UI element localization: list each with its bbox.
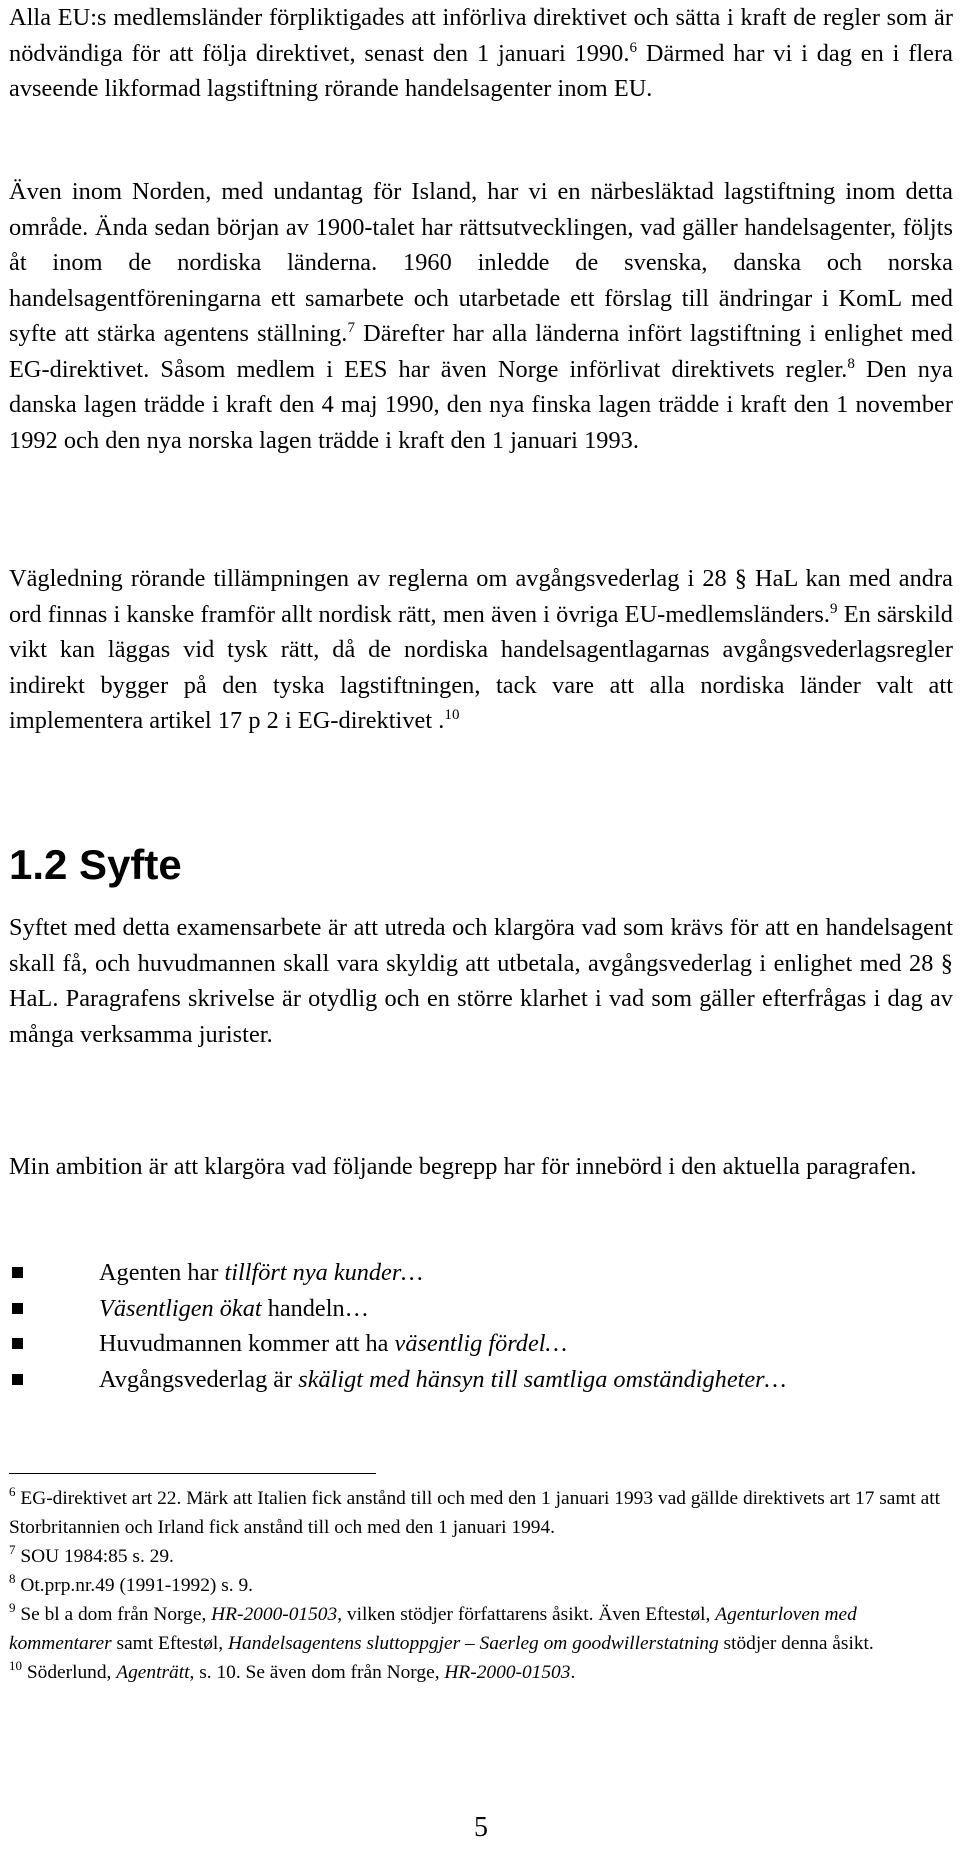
footnote-number: 6: [9, 1484, 16, 1499]
footnote-10: [9, 1658, 953, 1687]
footnote-number: 7: [9, 1542, 16, 1557]
footnote-6: [9, 1484, 953, 1542]
square-bullet-icon: [12, 1267, 23, 1278]
footnote-book-title: Handelsagentens sluttoppgjer – Saerleg om goodwillerstatning: [228, 1633, 719, 1654]
paragraph-purpose: Syftet med detta examensarbete är att utreda och klargöra vad som krävs för att en handelsagent skall få, och huvudmannen skall vara skyldig att utbetala, avgångsvederlag i enlighet med 28 § HaL. Paragrafens skrivelse är otydlig och en större klarhet i vad som gäller efterfrågas i dag av många verksamma jurister.: [9, 914, 953, 1048]
paragraph-text: Vägledning rörande tillämpningen av reglerna om avgångsvederlag i 28 § HaL kan med andra ord finnas i kanske framför allt nordisk rätt, men även i övriga EU-medlemsländers.: [9, 565, 953, 628]
footnote-book-title: Agenträtt: [116, 1662, 190, 1683]
paragraph-guidance: [9, 561, 953, 739]
footnote-ref-6[interactable]: 6: [629, 39, 638, 56]
page-number: 5: [474, 1812, 488, 1843]
footnote-ref-10[interactable]: 10: [444, 707, 460, 723]
list-item-italic: Väsentligen ökat: [99, 1294, 262, 1322]
list-item: [9, 1362, 953, 1398]
paragraph-text: Därefter har alla länderna infört lagstiftning i enlighet med EG-direktivet. Såsom medlem i EES har även Norge införlivat direktivets regler.: [9, 320, 954, 383]
footnote-7: [9, 1542, 953, 1571]
paragraph-nordic: [9, 174, 953, 458]
list-item: [9, 1326, 953, 1362]
footnote-text: , vilken stödjer författarens åsikt. Även Eftestøl,: [337, 1604, 716, 1625]
footnote-case-ref: HR-2000-01503: [211, 1604, 338, 1625]
footnote-ref-9[interactable]: 9: [830, 600, 838, 617]
footnote-text: stödjer denna åsikt.: [718, 1633, 874, 1654]
footnote-case-ref: HR-2000-01503: [444, 1662, 571, 1683]
section-heading: 1.2 Syfte: [9, 841, 182, 888]
paragraph-text: Även inom Norden, med undantag för Island, har vi en närbesläktad lagstiftning inom detta område. Ända sedan början av 1900-talet har rättsutvecklingen, vad gäller handelsagenter, följts åt inom de nordiska länderna. 1960 inledde de svenska, danska och norska handelsagentföreningarna ett samarbete och utarbetade ett förslag till ändringar i KomL med syfte att stärka agentens ställning.: [9, 178, 953, 347]
list-item: [9, 1291, 953, 1327]
footnote-ref-7[interactable]: 7: [347, 320, 355, 336]
footnote-number: 9: [9, 1600, 16, 1615]
footnote-text: , s. 10. Se även dom från Norge,: [189, 1662, 445, 1683]
list-item-italic: tillfört nya kunder…: [224, 1259, 423, 1286]
footnote-text: Ot.prp.nr.49 (1991-1992) s. 9.: [15, 1575, 254, 1596]
footnote-9: [9, 1600, 953, 1658]
paragraph-eu-directive: [9, 0, 953, 107]
list-item-text: Avgångsvederlag är: [99, 1365, 299, 1393]
footnote-text: EG-direktivet art 22. Märk att Italien fick anstånd till och med den 1 januari 1993 vad gällde direktivets art 17 samt att Storbritannien och Irland fick anstånd till och med den 1 januari 1994.: [9, 1488, 941, 1538]
footnote-book-title: Agenturloven med kommentarer: [9, 1604, 857, 1654]
footnote-8: [9, 1571, 953, 1600]
footnote-text: Se bl a dom från Norge,: [15, 1604, 212, 1625]
square-bullet-icon: [12, 1338, 23, 1349]
paragraph-text: Alla EU:s medlemsländer förpliktigades att införliva direktivet och sätta i kraft de regler som är nödvändiga för att följa direktivet, senast den 1 januari 1990.: [9, 4, 953, 67]
footnote-divider: [9, 1473, 376, 1474]
list-item: [9, 1255, 953, 1291]
list-item-text: Huvudmannen kommer att ha: [99, 1330, 395, 1357]
footnote-text: .: [570, 1662, 576, 1683]
list-item-italic: väsentlig fördel…: [394, 1330, 568, 1357]
paragraph-text: Därmed har vi i dag en i flera avseende likformad lagstiftning rörande handelsagenter inom EU.: [9, 39, 953, 102]
footnote-text: samt Eftestøl,: [111, 1633, 228, 1654]
footnotes: [9, 1484, 953, 1687]
footnote-number: 8: [9, 1571, 16, 1586]
list-item-italic: skäligt med hänsyn till samtliga omständigheter…: [298, 1365, 787, 1393]
footnote-ref-8[interactable]: 8: [847, 355, 855, 372]
paragraph-ambition: Min ambition är att klargöra vad följande begrepp har för innebörd i den aktuella paragrafen.: [9, 1153, 917, 1180]
list-item-text: handeln…: [261, 1294, 369, 1322]
list-item-text: Agenten har: [99, 1259, 225, 1286]
footnote-text: Söderlund,: [22, 1662, 117, 1683]
concept-list: [9, 1255, 953, 1397]
square-bullet-icon: [12, 1303, 23, 1314]
paragraph-text: En särskild vikt kan läggas vid tysk rätt, då de nordiska handelsagentlagarnas avgångsvederlagsregler indirekt bygger på den tyska lagstiftningen, tack vare att alla nordiska länder valt att implementera artikel 17 p 2 i EG-direktivet .: [9, 600, 953, 734]
square-bullet-icon: [12, 1374, 23, 1385]
footnote-text: SOU 1984:85 s. 29.: [15, 1546, 174, 1567]
footnote-number: 10: [9, 1658, 22, 1673]
paragraph-text: Den nya danska lagen trädde i kraft den 4 maj 1990, den nya finska lagen trädde i kraft den 1 november 1992 och den nya norska lagen trädde i kraft den 1 januari 1993.: [9, 355, 953, 454]
